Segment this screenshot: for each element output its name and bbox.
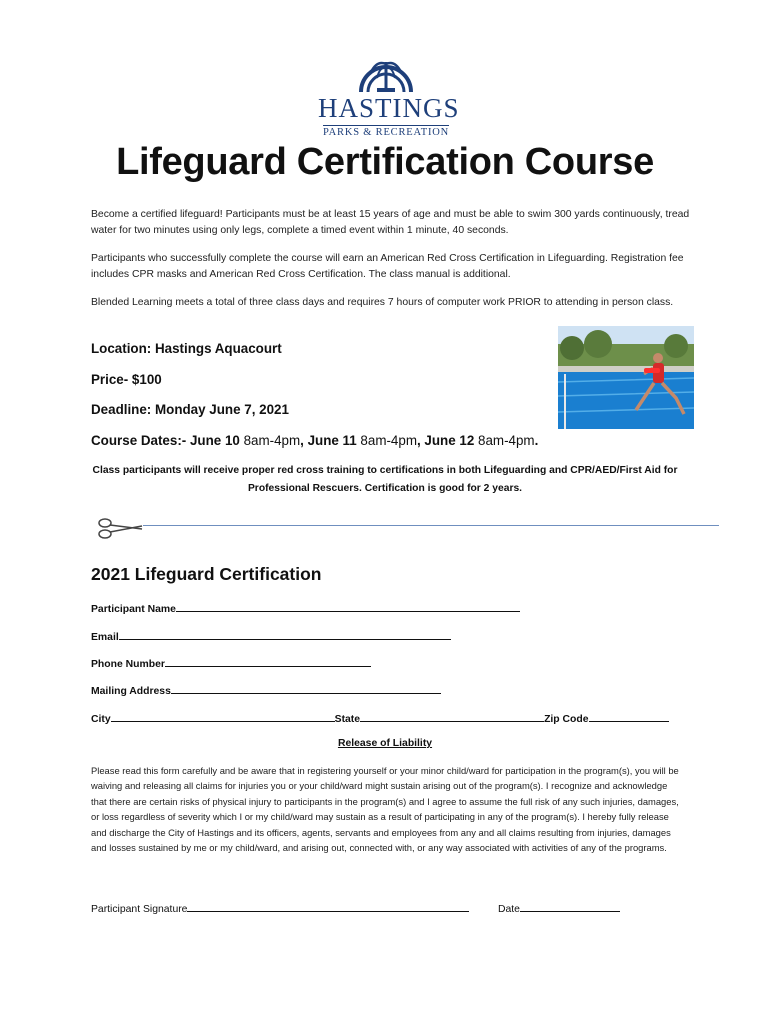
location-text: Location: Hastings Aquacourt [91,341,282,356]
zip-line[interactable] [589,711,669,722]
participant-name-line[interactable] [176,601,520,612]
signature-label: Participant Signature [91,904,188,915]
course-dates-label: Course Dates:- June 10 [91,433,240,448]
mailing-address-line[interactable] [171,683,441,694]
date2-time: 8am-4pm [356,433,417,448]
phone-label: Phone Number [91,659,165,670]
date2: , June 11 [300,433,357,448]
certification-note: Class participants will receive proper red cross training to certifications in both Lifeguarding and CPR/AED/First Aid for Professional Rescuers. Certification is good for 2 years. [92,465,678,494]
email-field[interactable] [91,629,451,643]
scissors-icon [96,516,144,540]
state-line[interactable] [360,711,544,722]
intro-paragraph: Become a certified lifeguard! Participants must be at least 15 years of age and must be able to swim 300 yards continuously, tread water for two minutes using only legs, complete a timed event within 1 minute, 40 seconds. [91,209,690,236]
mailing-address-field[interactable] [91,683,441,697]
phone-line[interactable] [165,656,371,667]
blended-learning-paragraph: Blended Learning meets a total of three class days and requires 7 hours of computer work PRIOR to attending in person class. [91,297,674,308]
lifeguard-photo [558,326,694,429]
dates-end: . [534,433,539,448]
fountain-logo-icon [355,52,417,94]
participant-name-field[interactable] [91,601,520,615]
date1-time: 8am-4pm [239,433,301,448]
city-line[interactable] [111,711,335,722]
date-field[interactable] [498,901,620,915]
city-state-zip-row [91,711,669,725]
zip-label: Zip Code [544,714,589,725]
cut-line [143,525,719,526]
city-label: City [91,714,111,725]
state-label: State [334,714,361,725]
participant-name-label: Participant Name [91,604,176,615]
date-line[interactable] [520,901,620,912]
date3: , June 12 [416,433,475,448]
release-text: Please read this form carefully and be aware that in registering yourself or your minor child/ward for participation in the program(s), you will be waiving and releasing all claims for injuries you or your child/ward might sustain arising out of the program(s). I recognize and acknowledge that there are certain risks of physical injury to participants in the program(s) and I agree to assume the full risk of any such injuries, damages, or loss regardless of severity which I or my child/ward may sustain as a result of participating in any of the program(s). I hereby fully release and discharge the City of Hastings and its officers, agents, servants and employees from any and all claims resulting from injuries, damages and losses sustained by me or my child/ward, and arising out, connected with, or any way associated with activities of any of the programs. [91,765,679,854]
form-title: 2021 Lifeguard Certification [91,564,322,584]
page-title: Lifeguard Certification Course [116,141,654,183]
logo-name: HASTINGS [318,93,460,123]
release-heading: Release of Liability [337,738,433,749]
mailing-address-label: Mailing Address [91,686,171,697]
signature-line[interactable] [187,901,469,912]
date3-time: 8am-4pm [474,433,535,448]
phone-field[interactable] [91,656,371,670]
certification-paragraph: Participants who successfully complete the course will earn an American Red Cross Certification in Lifeguarding. Registration fee includes CPR masks and American Red Cross Certification. The class manual is additional. [91,253,684,280]
logo-subtitle: PARKS & RECREATION [322,127,450,138]
hastings-logo [318,52,460,140]
price-text: Price- $100 [91,372,162,387]
deadline-text: Deadline: Monday June 7, 2021 [91,402,289,417]
email-line[interactable] [119,629,451,640]
email-label: Email [91,632,119,643]
date-label: Date [498,904,520,915]
course-dates [91,433,538,448]
participant-signature-field[interactable] [91,901,469,915]
